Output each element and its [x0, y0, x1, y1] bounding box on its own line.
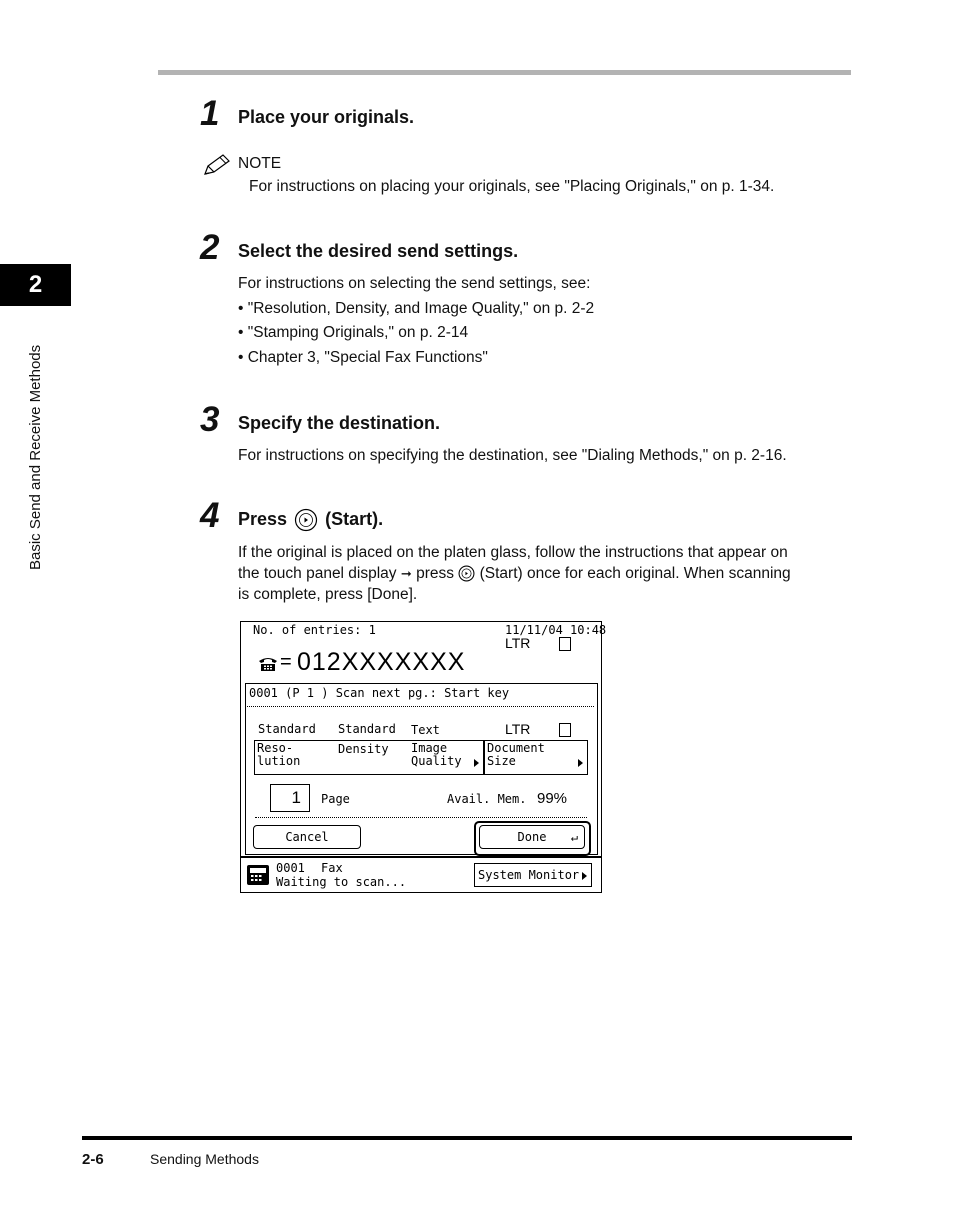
paper-size-top: LTR — [505, 635, 531, 651]
bullet-item: • Chapter 3, "Special Fax Functions" — [238, 349, 488, 366]
system-monitor-label: System Monitor — [478, 868, 580, 882]
image-quality-button[interactable] — [411, 742, 462, 768]
step-4-title-prefix: Press — [238, 508, 288, 529]
step-4-title-suffix: (Start). — [325, 508, 384, 529]
fax-machine-icon — [246, 864, 270, 886]
panel-datetime: 11/11/04 10:48 — [505, 623, 607, 637]
pencil-note-icon — [202, 153, 232, 177]
arrow-right-icon: ➞ — [400, 566, 412, 581]
step-4-line-2 — [238, 563, 791, 584]
start-key-icon — [294, 508, 318, 532]
footer-rule — [82, 1136, 852, 1140]
scan-status-line: 0001 (P 1 ) Scan next pg.: Start key — [249, 686, 510, 700]
resolution-label-2: lution — [257, 754, 301, 768]
bullet-item: • "Resolution, Density, and Image Quality," on p. 2-2 — [238, 300, 595, 317]
entries-count: No. of entries: 1 — [253, 623, 376, 637]
step-3-number: 3 — [200, 400, 220, 439]
avail-mem-value: 99% — [537, 790, 568, 807]
page-count-box — [270, 784, 310, 812]
step-1-title: Place your originals. — [238, 107, 415, 127]
page-label: Page — [321, 792, 350, 806]
divider — [255, 817, 587, 818]
page-count: 1 — [291, 788, 301, 807]
avail-mem-label: Avail. Mem. — [447, 792, 527, 806]
step-4-line-3: is complete, press [Done]. — [238, 586, 418, 603]
document-size-label-1: Document — [487, 741, 545, 755]
image-quality-label-1: Image — [411, 741, 448, 755]
resolution-value: Standard — [258, 722, 316, 736]
note-text: For instructions on placing your originals, see "Placing Originals," on p. 1-34. — [249, 178, 775, 195]
telephone-icon — [258, 656, 278, 672]
resolution-button[interactable] — [257, 742, 300, 768]
step-3-title: Specify the destination. — [238, 413, 441, 433]
chapter-title: Basic Send and Receive Methods — [27, 344, 44, 570]
start-key-icon — [458, 565, 475, 582]
note-label: NOTE — [238, 155, 282, 172]
arrow-right-icon — [578, 759, 583, 767]
document-size-label — [487, 742, 545, 768]
job-type: Fax — [321, 861, 343, 875]
image-quality-value: Text — [411, 723, 440, 737]
footer-section: Sending Methods — [150, 1151, 259, 1167]
paper-orientation-icon — [559, 723, 571, 737]
document-size-label-2: Size — [487, 754, 516, 768]
step-1-number: 1 — [200, 94, 220, 133]
enter-return-icon: ↵ — [570, 830, 578, 844]
step-4-line-2a: the touch panel display — [238, 565, 397, 582]
arrow-right-icon — [474, 759, 479, 767]
step-2-number: 2 — [200, 228, 220, 267]
status-bar-divider — [241, 856, 601, 858]
step-4-number: 4 — [200, 496, 220, 535]
density-button[interactable]: Density — [338, 742, 389, 756]
job-status: Waiting to scan... — [276, 875, 407, 889]
density-value: Standard — [338, 722, 396, 736]
step-4-line-2b: press — [416, 565, 454, 582]
page-number: 2-6 — [82, 1151, 104, 1168]
cancel-button[interactable]: Cancel — [253, 825, 361, 849]
bullet-text: Chapter 3, "Special Fax Functions" — [247, 349, 488, 366]
paper-orientation-icon — [559, 637, 571, 651]
equals-sign: = — [280, 651, 292, 673]
step-4-line-2c: (Start) once for each original. When scanning — [479, 565, 791, 582]
resolution-label-1: Reso- — [257, 741, 294, 755]
bullet-text: "Stamping Originals," on p. 2-14 — [247, 324, 469, 341]
step-3-text: For instructions on specifying the destination, see "Dialing Methods," on p. 2-16. — [238, 447, 787, 464]
touch-panel-display — [240, 621, 607, 893]
image-quality-label-2: Quality — [411, 754, 462, 768]
document-size-value: LTR — [505, 721, 531, 737]
step-2-intro: For instructions on selecting the send settings, see: — [238, 275, 591, 292]
step-2-title: Select the desired send settings. — [238, 241, 519, 261]
chapter-tab: 2 — [0, 264, 71, 306]
bullet-text: "Resolution, Density, and Image Quality," on p. 2-2 — [247, 300, 595, 317]
done-button[interactable] — [479, 825, 585, 849]
fax-number: 012XXXXXXX — [297, 648, 466, 676]
divider — [247, 706, 594, 707]
header-rule — [158, 70, 851, 75]
job-id: 0001 — [276, 861, 305, 875]
step-4-line-1: If the original is placed on the platen glass, follow the instructions that appear on — [238, 544, 788, 561]
system-monitor-button[interactable] — [474, 863, 592, 887]
bullet-item: • "Stamping Originals," on p. 2-14 — [238, 324, 469, 341]
arrow-right-icon — [582, 872, 587, 880]
step-4-title — [238, 508, 383, 532]
done-label: Done — [517, 830, 547, 844]
